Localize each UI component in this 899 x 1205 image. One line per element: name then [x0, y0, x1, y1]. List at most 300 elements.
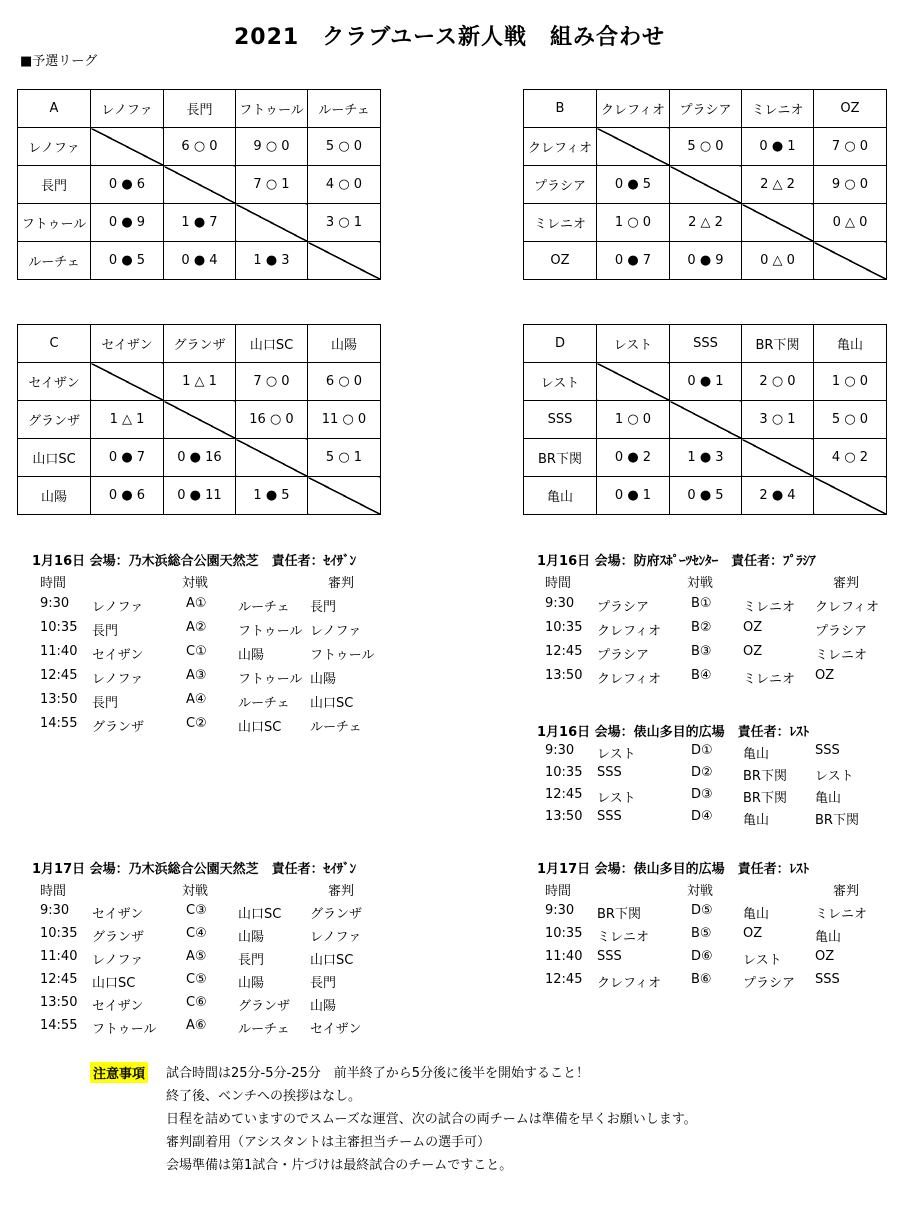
match-code: C① — [186, 644, 207, 659]
away-team: 山陽 — [238, 648, 265, 663]
referee-team: SSS — [815, 743, 840, 758]
away-team: 亀山 — [743, 813, 770, 828]
referee-header: 審判 — [833, 576, 860, 591]
table-row — [524, 439, 887, 477]
result-cell: 9 ○ 0 — [814, 166, 887, 204]
self-match-cell — [597, 128, 670, 166]
schedule-heading: 1月16日 会場：防府ｽﾎﾟｰﾂｾﾝﾀｰ 責任者：ﾌﾟﾗｼｱ — [537, 554, 816, 569]
match-row — [537, 972, 892, 995]
match-time: 12:45 — [545, 644, 583, 659]
home-team: 山口SC — [92, 976, 136, 991]
self-match-cell — [814, 477, 887, 515]
table-row — [18, 128, 381, 166]
home-team: クレフィオ — [597, 624, 661, 639]
away-team: 山口SC — [238, 907, 282, 922]
match-row — [32, 995, 392, 1018]
table-header-row — [18, 325, 381, 363]
away-team: OZ — [743, 620, 763, 635]
team-header: ミレニオ — [742, 90, 814, 128]
result-cell: 0 ● 16 — [164, 439, 236, 477]
match-code: B③ — [691, 644, 712, 659]
result-cell: 0 ● 9 — [670, 242, 742, 280]
away-team: フトゥール — [238, 624, 303, 639]
table-header-row — [524, 325, 887, 363]
away-team: 長門 — [238, 953, 265, 968]
time-header: 時間 — [545, 884, 572, 899]
match-row — [537, 620, 892, 644]
result-cell: 2 ○ 0 — [742, 363, 814, 401]
match-row — [32, 620, 392, 644]
team-row-label: クレフィオ — [524, 128, 597, 166]
referee-team: レスト — [815, 769, 854, 784]
result-cell: 16 ○ 0 — [236, 401, 308, 439]
referee-team: グランザ — [310, 907, 363, 922]
team-row-label: OZ — [524, 242, 597, 280]
result-cell: 0 △ 0 — [814, 204, 887, 242]
match-time: 10:35 — [545, 620, 583, 635]
home-team: 長門 — [92, 624, 119, 639]
match-time: 9:30 — [40, 903, 70, 918]
match-time: 11:40 — [545, 949, 583, 964]
match-time: 10:35 — [40, 926, 78, 941]
team-row-label: 山口SC — [18, 439, 91, 477]
match-code: D① — [691, 743, 713, 758]
group-label: A — [18, 90, 91, 128]
team-row-label: フトゥール — [18, 204, 91, 242]
home-team: グランザ — [92, 720, 145, 735]
referee-team: ルーチェ — [310, 720, 362, 735]
match-code: B⑥ — [691, 972, 712, 987]
match-code: A② — [186, 620, 207, 635]
schedule-jan17-nogihama — [32, 858, 392, 1041]
referee-team: 長門 — [310, 976, 337, 991]
table-header-row — [524, 90, 887, 128]
match-time: 9:30 — [545, 743, 575, 758]
match-row — [537, 926, 892, 949]
match-code: A⑥ — [186, 1018, 207, 1033]
team-row-label: レノファ — [18, 128, 91, 166]
away-team: 亀山 — [743, 907, 770, 922]
team-header: 山陽 — [308, 325, 381, 363]
referee-team: 長門 — [310, 600, 337, 615]
home-team: レノファ — [92, 953, 144, 968]
team-row-label: BR下関 — [524, 439, 597, 477]
match-time: 12:45 — [40, 972, 78, 987]
match-code: B⑤ — [691, 926, 712, 941]
team-header: グランザ — [164, 325, 236, 363]
match-row — [32, 644, 392, 668]
page-title: 2021 クラブユース新人戦 組み合わせ — [233, 25, 666, 50]
table-row — [524, 204, 887, 242]
team-header: レスト — [597, 325, 670, 363]
team-header: プラシア — [670, 90, 742, 128]
away-team: レスト — [743, 953, 782, 968]
match-row — [537, 668, 892, 692]
result-cell: 3 ○ 1 — [308, 204, 381, 242]
result-cell: 1 ● 7 — [164, 204, 236, 242]
away-team: フトゥール — [238, 672, 303, 687]
home-team: SSS — [597, 809, 622, 824]
result-cell: 0 ● 6 — [91, 477, 164, 515]
referee-team: BR下関 — [815, 813, 859, 828]
team-header: フトゥール — [236, 90, 308, 128]
table-row — [18, 166, 381, 204]
away-team: グランザ — [238, 999, 291, 1014]
table-row — [18, 439, 381, 477]
team-row-label: グランザ — [18, 401, 91, 439]
referee-header: 審判 — [328, 576, 355, 591]
away-team: OZ — [743, 926, 763, 941]
referee-team: ミレニオ — [815, 907, 868, 922]
home-team: 長門 — [92, 696, 119, 711]
table-row — [524, 166, 887, 204]
match-row — [32, 692, 392, 716]
referee-team: プラシア — [815, 624, 868, 639]
notes-label: 注意事項 — [90, 1062, 148, 1083]
match-code: B② — [691, 620, 712, 635]
result-cell: 1 ● 3 — [236, 242, 308, 280]
referee-team: OZ — [815, 949, 835, 964]
home-team: グランザ — [92, 930, 145, 945]
schedule-heading: 1月16日 会場：乃木浜総合公園天然芝 責任者：ｾｲｻﾞﾝ — [32, 554, 357, 569]
self-match-cell — [742, 204, 814, 242]
away-team: ミレニオ — [743, 600, 796, 615]
team-header: 亀山 — [814, 325, 887, 363]
home-team: プラシア — [597, 600, 650, 615]
team-row-label: レスト — [524, 363, 597, 401]
match-code: C③ — [186, 903, 207, 918]
home-team: レノファ — [92, 600, 144, 615]
result-cell: 5 ○ 0 — [308, 128, 381, 166]
group-label: C — [18, 325, 91, 363]
result-cell: 5 ○ 0 — [814, 401, 887, 439]
group-label: D — [524, 325, 597, 363]
match-code: A③ — [186, 668, 207, 683]
team-row-label: 山陽 — [18, 477, 91, 515]
away-team: ルーチェ — [238, 1022, 290, 1037]
self-match-cell — [308, 242, 381, 280]
match-time: 9:30 — [545, 596, 575, 611]
referee-team: 山陽 — [310, 999, 337, 1014]
away-team: ミレニオ — [743, 672, 796, 687]
home-team: レスト — [597, 791, 636, 806]
schedule-column-headers — [537, 880, 892, 903]
result-cell: 0 ● 7 — [597, 242, 670, 280]
match-code: D⑥ — [691, 949, 713, 964]
referee-team: フトゥール — [310, 648, 375, 663]
group-c-table — [17, 324, 381, 515]
referee-team: レノファ — [310, 624, 362, 639]
table-row — [524, 363, 887, 401]
match-row — [32, 1018, 392, 1041]
result-cell: 3 ○ 1 — [742, 401, 814, 439]
referee-team: 山口SC — [310, 696, 354, 711]
match-code: B① — [691, 596, 712, 611]
self-match-cell — [91, 128, 164, 166]
home-team: フトゥール — [92, 1022, 157, 1037]
match-code: C④ — [186, 926, 207, 941]
match-row — [537, 949, 892, 972]
match-header: 対戦 — [182, 884, 209, 899]
match-time: 11:40 — [40, 949, 78, 964]
result-cell: 2 △ 2 — [742, 166, 814, 204]
match-time: 12:45 — [40, 668, 78, 683]
away-team: 山陽 — [238, 930, 265, 945]
time-header: 時間 — [40, 576, 67, 591]
match-header: 対戦 — [687, 884, 714, 899]
self-match-cell — [597, 363, 670, 401]
away-team: ルーチェ — [238, 696, 290, 711]
schedule-heading: 1月17日 会場：乃木浜総合公園天然芝 責任者：ｾｲｻﾞﾝ — [32, 862, 357, 877]
table-header-row — [18, 90, 381, 128]
result-cell: 0 ● 1 — [742, 128, 814, 166]
referee-team: クレフィオ — [815, 600, 879, 615]
team-header: クレフィオ — [597, 90, 670, 128]
referee-team: 亀山 — [815, 930, 842, 945]
match-code: B④ — [691, 668, 712, 683]
result-cell: 1 ○ 0 — [597, 401, 670, 439]
table-row — [524, 128, 887, 166]
home-team: セイザン — [92, 907, 144, 922]
home-team: BR下関 — [597, 907, 641, 922]
table-row — [18, 363, 381, 401]
table-row — [18, 204, 381, 242]
match-code: A① — [186, 596, 207, 611]
match-time: 14:55 — [40, 1018, 78, 1033]
result-cell: 5 ○ 1 — [308, 439, 381, 477]
time-header: 時間 — [40, 884, 67, 899]
referee-header: 審判 — [833, 884, 860, 899]
self-match-cell — [236, 204, 308, 242]
result-cell: 7 ○ 0 — [236, 363, 308, 401]
team-header: レノファ — [91, 90, 164, 128]
group-b-table — [523, 89, 887, 280]
away-team: 亀山 — [743, 747, 770, 762]
schedule-jan16-nogihama — [32, 550, 392, 740]
result-cell: 2 △ 2 — [670, 204, 742, 242]
match-time: 10:35 — [40, 620, 78, 635]
result-cell: 1 ● 3 — [670, 439, 742, 477]
match-time: 14:55 — [40, 716, 78, 731]
result-cell: 0 ● 1 — [670, 363, 742, 401]
group-d-table — [523, 324, 887, 515]
team-row-label: プラシア — [524, 166, 597, 204]
match-code: C⑥ — [186, 995, 207, 1010]
result-cell: 9 ○ 0 — [236, 128, 308, 166]
match-row — [32, 903, 392, 926]
result-cell: 1 ○ 0 — [814, 363, 887, 401]
match-row — [537, 743, 892, 765]
team-header: ルーチェ — [308, 90, 381, 128]
match-row — [537, 765, 892, 787]
match-time: 13:50 — [545, 668, 583, 683]
note-text: 日程を詰めていますのでスムーズな運営、次の試合の両チームは準備を早くお願いします。 — [166, 1112, 697, 1127]
team-row-label: セイザン — [18, 363, 91, 401]
referee-team: SSS — [815, 972, 840, 987]
schedule-jan16-tawarayama — [537, 721, 892, 831]
team-row-label: ルーチェ — [18, 242, 91, 280]
match-row — [537, 809, 892, 831]
table-row — [18, 401, 381, 439]
self-match-cell — [670, 401, 742, 439]
match-code: C② — [186, 716, 207, 731]
note-text: 会場準備は第1試合・片づけは最終試合のチームですこと。 — [166, 1158, 513, 1173]
team-header: 長門 — [164, 90, 236, 128]
note-text: 審判副着用（アシスタントは主審担当チームの選手可） — [166, 1135, 491, 1150]
result-cell: 0 ● 5 — [670, 477, 742, 515]
self-match-cell — [814, 242, 887, 280]
schedule-heading: 1月17日 会場：俵山多目的広場 責任者：ﾚｽﾄ — [537, 862, 810, 877]
home-team: SSS — [597, 765, 622, 780]
away-team: OZ — [743, 644, 763, 659]
schedule-jan17-tawarayama — [537, 858, 892, 995]
match-row — [32, 668, 392, 692]
result-cell: 0 △ 0 — [742, 242, 814, 280]
referee-team: セイザン — [310, 1022, 362, 1037]
match-time: 10:35 — [545, 765, 583, 780]
home-team: プラシア — [597, 648, 650, 663]
referee-team: 亀山 — [815, 791, 842, 806]
result-cell: 1 ● 5 — [236, 477, 308, 515]
match-code: D② — [691, 765, 713, 780]
self-match-cell — [670, 166, 742, 204]
match-time: 11:40 — [40, 644, 78, 659]
match-header: 対戦 — [182, 576, 209, 591]
result-cell: 0 ● 9 — [91, 204, 164, 242]
result-cell: 1 △ 1 — [164, 363, 236, 401]
match-code: A⑤ — [186, 949, 207, 964]
home-team: レスト — [597, 747, 636, 762]
result-cell: 0 ● 7 — [91, 439, 164, 477]
schedule-column-headers — [32, 572, 392, 596]
away-team: プラシア — [743, 976, 796, 991]
match-row — [32, 596, 392, 620]
self-match-cell — [742, 439, 814, 477]
match-time: 12:45 — [545, 787, 583, 802]
result-cell: 2 ● 4 — [742, 477, 814, 515]
result-cell: 0 ● 2 — [597, 439, 670, 477]
note-text: 終了後、ベンチへの挨拶はなし。 — [166, 1089, 362, 1104]
result-cell: 5 ○ 0 — [670, 128, 742, 166]
self-match-cell — [164, 401, 236, 439]
self-match-cell — [236, 439, 308, 477]
match-code: D④ — [691, 809, 713, 824]
team-row-label: 亀山 — [524, 477, 597, 515]
match-row — [537, 903, 892, 926]
away-team: 山口SC — [238, 720, 282, 735]
schedule-column-headers — [537, 572, 892, 596]
match-time: 12:45 — [545, 972, 583, 987]
match-code: D③ — [691, 787, 713, 802]
home-team: レノファ — [92, 672, 144, 687]
section-label: ■予選リーグ — [20, 54, 98, 69]
result-cell: 11 ○ 0 — [308, 401, 381, 439]
home-team: SSS — [597, 949, 622, 964]
match-row — [32, 949, 392, 972]
match-row — [537, 644, 892, 668]
result-cell: 7 ○ 0 — [814, 128, 887, 166]
team-row-label: ミレニオ — [524, 204, 597, 242]
result-cell: 4 ○ 0 — [308, 166, 381, 204]
result-cell: 1 △ 1 — [91, 401, 164, 439]
home-team: セイザン — [92, 999, 144, 1014]
team-header: SSS — [670, 325, 742, 363]
team-header: 山口SC — [236, 325, 308, 363]
time-header: 時間 — [545, 576, 572, 591]
table-row — [18, 477, 381, 515]
self-match-cell — [308, 477, 381, 515]
match-time: 10:35 — [545, 926, 583, 941]
result-cell: 0 ● 6 — [91, 166, 164, 204]
referee-team: OZ — [815, 668, 835, 683]
referee-team: 山口SC — [310, 953, 354, 968]
result-cell: 0 ● 1 — [597, 477, 670, 515]
away-team: 山陽 — [238, 976, 265, 991]
match-code: A④ — [186, 692, 207, 707]
self-match-cell — [164, 166, 236, 204]
match-time: 9:30 — [545, 903, 575, 918]
away-team: BR下関 — [743, 769, 787, 784]
match-row — [537, 787, 892, 809]
referee-team: レノファ — [310, 930, 362, 945]
away-team: BR下関 — [743, 791, 787, 806]
result-cell: 6 ○ 0 — [308, 363, 381, 401]
self-match-cell — [91, 363, 164, 401]
referee-team: ミレニオ — [815, 648, 868, 663]
match-row — [32, 716, 392, 740]
match-row — [32, 926, 392, 949]
team-row-label: SSS — [524, 401, 597, 439]
match-code: C⑤ — [186, 972, 207, 987]
group-label: B — [524, 90, 597, 128]
referee-header: 審判 — [328, 884, 355, 899]
match-time: 9:30 — [40, 596, 70, 611]
match-time: 13:50 — [545, 809, 583, 824]
referee-team: 山陽 — [310, 672, 337, 687]
match-time: 13:50 — [40, 995, 78, 1010]
home-team: ミレニオ — [597, 930, 650, 945]
match-row — [537, 596, 892, 620]
schedule-heading: 1月16日 会場：俵山多目的広場 責任者：ﾚｽﾄ — [537, 725, 810, 740]
team-header: セイザン — [91, 325, 164, 363]
table-row — [18, 242, 381, 280]
match-header: 対戦 — [687, 576, 714, 591]
result-cell: 1 ○ 0 — [597, 204, 670, 242]
match-code: D⑤ — [691, 903, 713, 918]
team-header: OZ — [814, 90, 887, 128]
result-cell: 0 ● 11 — [164, 477, 236, 515]
home-team: セイザン — [92, 648, 144, 663]
result-cell: 7 ○ 1 — [236, 166, 308, 204]
group-a-table — [17, 89, 381, 280]
schedule-jan16-hofu — [537, 550, 892, 692]
table-row — [524, 477, 887, 515]
result-cell: 0 ● 4 — [164, 242, 236, 280]
match-row — [32, 972, 392, 995]
note-text: 試合時間は25分-5分-25分 前半終了から5分後に後半を開始すること！ — [166, 1066, 590, 1081]
schedule-column-headers — [32, 880, 392, 903]
table-row — [524, 401, 887, 439]
team-row-label: 長門 — [18, 166, 91, 204]
home-team: クレフィオ — [597, 672, 661, 687]
home-team: クレフィオ — [597, 976, 661, 991]
result-cell: 6 ○ 0 — [164, 128, 236, 166]
team-header: BR下関 — [742, 325, 814, 363]
table-row — [524, 242, 887, 280]
result-cell: 0 ● 5 — [91, 242, 164, 280]
away-team: ルーチェ — [238, 600, 290, 615]
match-time: 13:50 — [40, 692, 78, 707]
